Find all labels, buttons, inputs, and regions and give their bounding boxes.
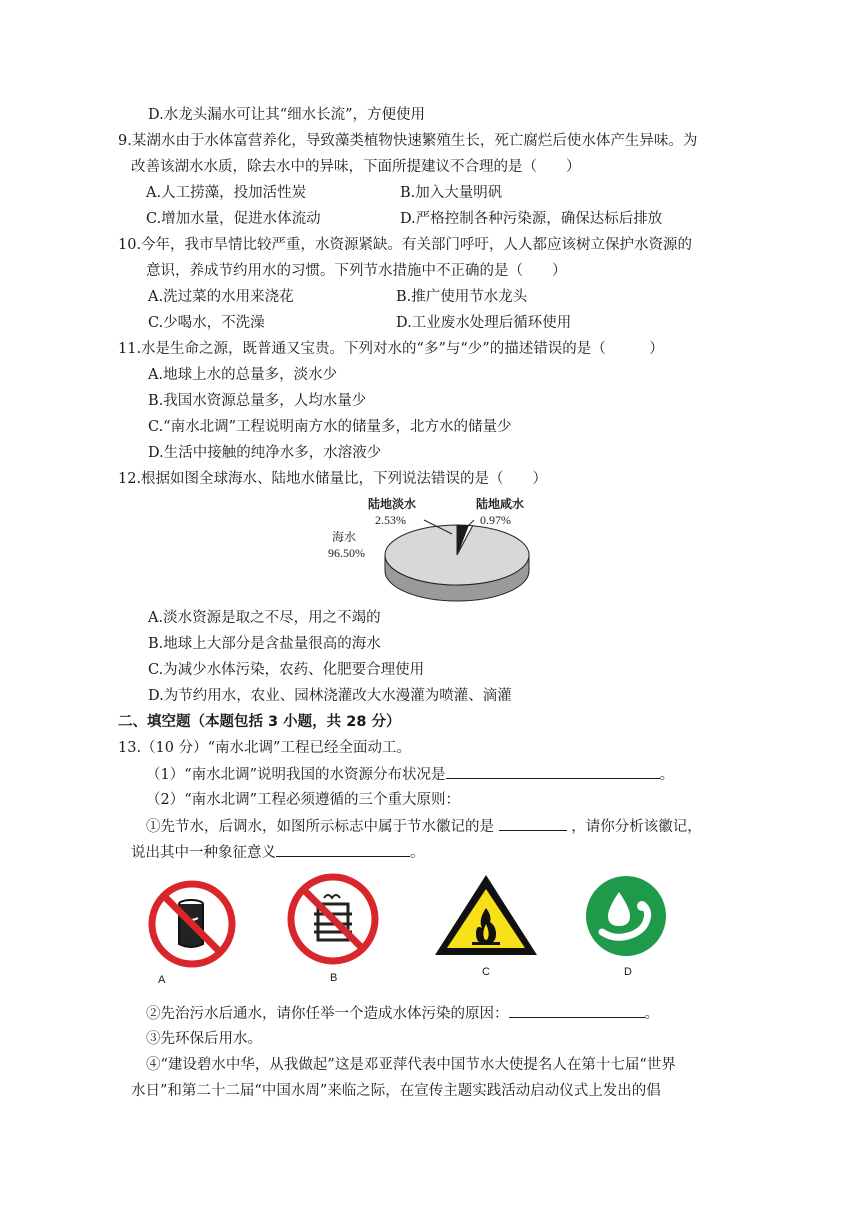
q13-principle-1-line1: ①先节水，后调水，如图所示标志中属于节水徽记的是 ，请你分析该徽记， [146, 816, 702, 837]
q13-principle-3: ③先环保后用水。 [146, 1031, 262, 1047]
q12-stem: 12.根据如图全球海水、陆地水储量比，下列说法错误的是（ ） [118, 471, 548, 487]
q8-option-d: D.水龙头漏水可让其“细水长流”，方便使用 [148, 107, 426, 123]
q10-stem-line1: 10.今年，我市旱情比较严重，水资源紧缺。有关部门呼吁，人人都应该树立保护水资源的 [118, 237, 693, 253]
no-oil-drum-sign-icon [146, 878, 238, 970]
q9-stem-line1: 9.某湖水由于水体富营养化，导致藻类植物快速繁殖生长，死亡腐烂后使水体产生异味。为 [118, 133, 698, 149]
pie-slice-sea-water [385, 525, 529, 585]
q9-option-d: D.严格控制各种污染源，确保达标后排放 [400, 211, 663, 227]
sea-water-value: 96.50% [328, 546, 365, 560]
q9-option-a: A.人工捞藻，投加活性炭 [146, 185, 307, 201]
q13-sub2: （2）“南水北调”工程必须遵循的三个重大原则： [146, 792, 461, 808]
q11-option-a: A.地球上水的总量多，淡水少 [148, 367, 338, 383]
section-heading: 二、填空题（本题包括 3 小题，共 28 分） [118, 714, 401, 730]
land-saltwater-label: 陆地咸水 [476, 497, 525, 511]
q11-option-c: C.“南水北调”工程说明南方水的储量多，北方水的储量少 [148, 419, 512, 435]
q11-option-d: D.生活中接触的纯净水多，水溶液少 [148, 445, 382, 461]
q9-option-b: B.加入大量明矾 [400, 185, 503, 201]
q12-option-a: A.淡水资源是取之不尽，用之不竭的 [148, 610, 381, 626]
q13-stem: 13.（10 分）“南水北调”工程已经全面动工。 [118, 740, 411, 756]
land-freshwater-label: 陆地淡水 [368, 497, 417, 511]
q10-option-d: D.工业废水处理后循环使用 [396, 315, 572, 331]
no-smoking-sign-icon [284, 870, 382, 968]
q12-option-c: C.为减少水体污染，农药、化肥要合理使用 [148, 662, 425, 678]
q10-stem-line2: 意识，养成节约用水的习惯。下列节水措施中不正确的是（ ） [146, 263, 567, 279]
q13-principle-1-line2: 说出其中一种象征意义 。 [131, 842, 425, 863]
sign-b-letter: B [330, 972, 338, 984]
answer-blank-3[interactable] [276, 842, 410, 857]
q10-option-b: B.推广使用节水龙头 [396, 289, 528, 305]
q13-principle-2: ②先治污水后通水，请你任举一个造成水体污染的原因： 。 [146, 1003, 659, 1024]
sign-c-letter: C [482, 966, 490, 978]
answer-blank-1[interactable] [446, 764, 660, 779]
q12-option-d: D.为节约用水，农业、园林浇灌改大水漫灌为喷灌、滴灌 [148, 688, 512, 704]
land-freshwater-value: 2.53% [375, 513, 406, 527]
water-storage-pie-chart [324, 490, 544, 602]
q13-sub1: （1）“南水北调”说明我国的水资源分布状况是 。 [146, 764, 674, 785]
q10-option-a: A.洗过菜的水用来浇花 [148, 289, 294, 305]
q11-stem: 11.水是生命之源，既普通又宝贵。下列对水的“多”与“少”的描述错误的是（ ） [118, 341, 664, 357]
sea-water-label: 海水 [332, 530, 357, 544]
q12-option-b: B.地球上大部分是含盐量很高的海水 [148, 636, 381, 652]
q13-principle-4-line2: 水日”和第二十二届“中国水周”来临之际，在宣传主题实践活动启动仪式上发出的倡 [131, 1083, 661, 1099]
sign-a-letter: A [158, 974, 166, 986]
q9-stem-line2: 改善该湖水水质，除去水中的异味，下面所提建议不合理的是（ ） [131, 159, 581, 175]
flammable-warning-sign-icon [432, 872, 540, 958]
sign-d-letter: D [624, 966, 632, 978]
q11-option-b: B.我国水资源总量多，人均水量少 [148, 393, 367, 409]
answer-blank-4[interactable] [509, 1003, 645, 1018]
q13-principle-4-line1: ④“建设碧水中华，从我做起”这是邓亚萍代表中国节水大使提名人在第十七届“世界 [146, 1057, 676, 1073]
q10-option-c: C.少喝水，不洗澡 [148, 315, 265, 331]
q9-option-c: C.增加水量，促进水体流动 [146, 211, 321, 227]
water-saving-emblem-icon [584, 874, 668, 958]
answer-blank-2[interactable] [499, 816, 567, 831]
land-saltwater-value: 0.97% [480, 513, 511, 527]
